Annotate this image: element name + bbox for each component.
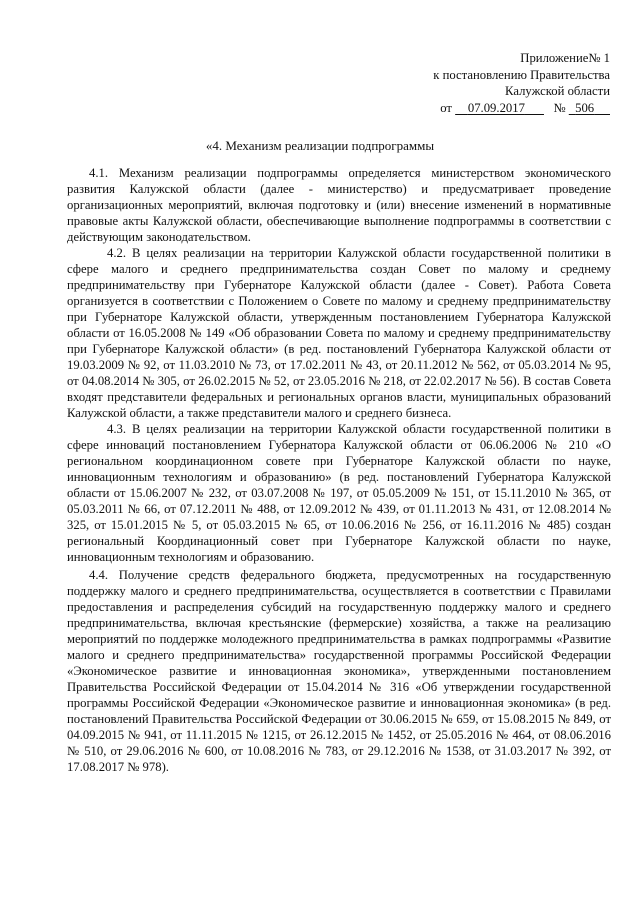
number-prefix: № — [553, 100, 566, 115]
section-title: «4. Механизм реализации подпрограммы — [205, 138, 435, 153]
appendix-date-number-line — [433, 100, 610, 117]
appendix-header — [433, 50, 610, 116]
paragraph-4-2: 4.2. В целях реализации на территории Калужской области государственной политики в сфере малого и среднего предпринимательства создан Совет по малому и среднему предпринимательству при Губернаторе Калужской области (далее - Совет). Работа Совета организуется в соответствии с Положением о Совете по малому и среднему предпринимательству при Губернаторе Калужской области, утвержденным постановлением Губернатора Калужской области от 16.05.2008 № 149 «Об образовании Совета по малому и среднему предпринимательству при Губернаторе Калужской области» (в ред. постановлений Губернатора Калужской области от 19.03.2009 № 92, от 11.03.2010 № 73, от 17.02.2011 № 43, от 20.11.2012 № 562, от 05.03.2014 № 95, от 04.08.2014 № 305, от 26.02.2015 № 52, от 23.05.2016 № 218, от 22.02.2017 № 56). В состав Совета входят представители федеральных и региональных органов власти, муниципальных образований Калужской области, а также представители малого и среднего бизнеса. — [67, 246, 611, 420]
appendix-resolution-line: к постановлению Правительства — [433, 67, 610, 82]
paragraph-4-3: 4.3. В целях реализации на территории Калужской области государственной политики в сфере инноваций постановлением Губернатора Калужской области от 06.06.2006 № 210 «О региональном координационном совете при Губернаторе Калужской области по науке, инновационным технологиям и образованию» (в ред. постановлений Губернатора Калужской области от 15.06.2007 № 232, от 03.07.2008 № 197, от 05.05.2009 № 151, от 15.11.2010 № 365, от 05.03.2011 № 66, от 07.12.2011 № 488, от 12.09.2012 № 439, от 01.11.2013 № 431, от 12.08.2014 № 325, от 15.01.2015 № 5, от 05.03.2015 № 65, от 10.06.2016 № 256, от 16.11.2016 № 485) создан региональный Координационный совет при Губернаторе Калужской области по науке, инновационным технологиям и образованию. — [67, 422, 611, 564]
document-body — [67, 165, 611, 775]
appendix-label: Приложение№ 1 — [520, 51, 610, 65]
resolution-number: 506 — [575, 100, 595, 115]
date-prefix: от — [440, 100, 452, 115]
paragraph-4-1: 4.1. Механизм реализации подпрограммы определяется министерством экономического развития Калужской области (далее - министерство) и предусматривает проведение организационных мероприятий, включая подготовку и (или) внесение изменений в нормативные правовые акты Калужской области, обеспечивающие выполнение подпрограммы в соответствии с действующим законодательством. — [67, 166, 611, 244]
paragraph-4-4: 4.4. Получение средств федерального бюджета, предусмотренных на государственную поддержку малого и среднего предпринимательства, осуществляется в соответствии с Правилами предоставления и распределения субсидий на государственную поддержку малого и среднего предпринимательства, включая крестьянские (фермерские) хозяйства, а также на реализацию мероприятий по поддержке молодежного предпринимательства в рамках подпрограммы «Развитие малого и среднего предпринимательства» государственной программы Российской Федерации «Экономическое развитие и инновационная экономика», утвержденными постановлением Правительства Российской Федерации от 15.04.2014 № 316 «Об утверждении государственной программы Российской Федерации «Экономическое развитие и инновационная экономика» (в ред. постановлений Правительства Российской Федерации от 30.06.2015 № 659, от 15.08.2015 № 849, от 04.09.2015 № 941, от 11.11.2015 № 1215, от 26.12.2015 № 1452, от 25.05.2016 № 464, от 08.06.2016 № 510, от 29.06.2016 № 600, от 10.08.2016 № 783, от 29.12.2016 № 1538, от 31.03.2017 № 392, от 17.08.2017 № 978). — [67, 568, 611, 774]
appendix-region-line: Калужской области — [505, 84, 610, 98]
resolution-date: 07.09.2017 — [467, 100, 525, 115]
